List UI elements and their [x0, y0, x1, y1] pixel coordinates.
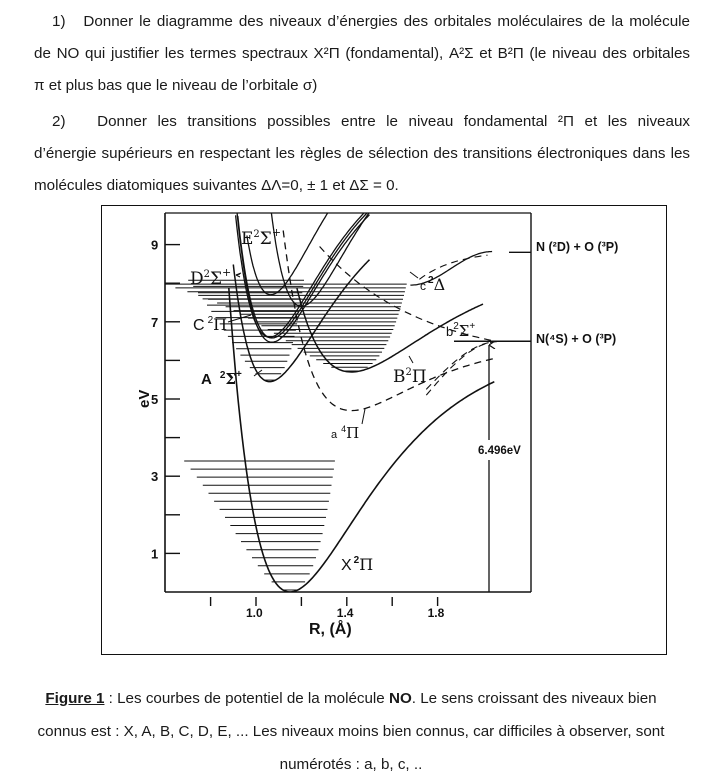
caption-molecule: NO	[388, 690, 412, 707]
y-tick-label: 1	[151, 546, 159, 562]
y-axis-label: eV	[136, 389, 153, 408]
curve-E-state-2	[263, 123, 392, 306]
label-D-state: $D^2\Sigma^+$	[190, 266, 232, 289]
question-1-line-2: de NO qui justifier les termes spectraux X²Π (fondamental), A²Σ et B²Π (le niveau des orbitales	[34, 45, 690, 62]
limit-upper-label: N (²D) + O (³P)	[536, 240, 619, 254]
leader-a	[362, 409, 365, 424]
x-tick-label: 1.0	[246, 606, 263, 620]
y-tick-label: 9	[151, 237, 159, 253]
label-B-state: $B^2\Pi$	[393, 367, 427, 387]
label-C-state: C $^2$Π	[193, 315, 228, 334]
question-2-text-1: Donner les transitions possibles entre le niveau fondamental ²Π et les niveaux	[97, 113, 690, 130]
question-1-number: 1)	[52, 13, 66, 30]
figure-caption-line-3: numérotés : a, b, c, ..	[279, 756, 423, 773]
limit-lower-label: N(⁴S) + O (³P)	[536, 332, 617, 346]
caption-text-a: : Les courbes de potentiel de la molécule	[104, 690, 389, 707]
x-axis-label: R, (Å)	[309, 621, 352, 638]
curve-C-state	[236, 197, 370, 342]
leader-c	[410, 272, 418, 278]
figure-caption-line-1	[0, 682, 702, 716]
leader-B	[409, 356, 413, 363]
d0-arrow	[478, 345, 521, 592]
y-tick-label: 3	[151, 469, 159, 485]
question-2-number: 2)	[52, 113, 66, 130]
question-1-line-3: π et plus bas que le niveau de l’orbitale σ)	[34, 77, 318, 94]
caption-text-b: . Le sens croissant des niveaux bien	[411, 690, 657, 707]
leader-A	[254, 370, 262, 376]
question-2-line-3: molécules diatomiques suivantes ΔΛ=0, ± 1 et ΔΣ = 0.	[34, 177, 399, 194]
x-tick-label: 1.8	[427, 606, 445, 620]
label-a-state: a $^4$Π	[331, 424, 360, 442]
label-c-state: c $^2$Δ	[420, 275, 446, 294]
figure-caption-label: Figure 1	[45, 690, 105, 707]
y-tick-label: 7	[151, 314, 159, 330]
state-labels	[190, 226, 475, 574]
potential-curves	[162, 123, 499, 592]
leader-D-arrow	[236, 273, 241, 277]
y-tick-label: 5	[151, 392, 159, 407]
d0-label: 6.496eV	[478, 445, 521, 457]
curve-a-state	[283, 231, 494, 411]
label-b-state: $b^2\Sigma^+$	[446, 321, 476, 340]
figure-caption-line-2: connus est : X, A, B, C, D, E, ... Les niveaux moins bien connus, car difficiles à observer, sont	[37, 723, 665, 740]
curve-repulsive-dashed-1	[426, 342, 499, 396]
label-X-state: X $^2$Π	[341, 555, 374, 574]
question-2-line-2: d’énergie supérieurs en respectant les règles de sélection des transitions électroniques dans les	[34, 145, 690, 162]
x-ticks	[211, 597, 445, 620]
question-1-text-1: Donner le diagramme des niveaux d’énergies des orbitales moléculaires de la molécule	[83, 13, 690, 30]
label-A-state: A $^2$Σ+	[201, 369, 242, 388]
label-E-state: $E^2\Sigma^+$	[241, 226, 282, 249]
x-tick-label: 1.4	[336, 606, 354, 620]
